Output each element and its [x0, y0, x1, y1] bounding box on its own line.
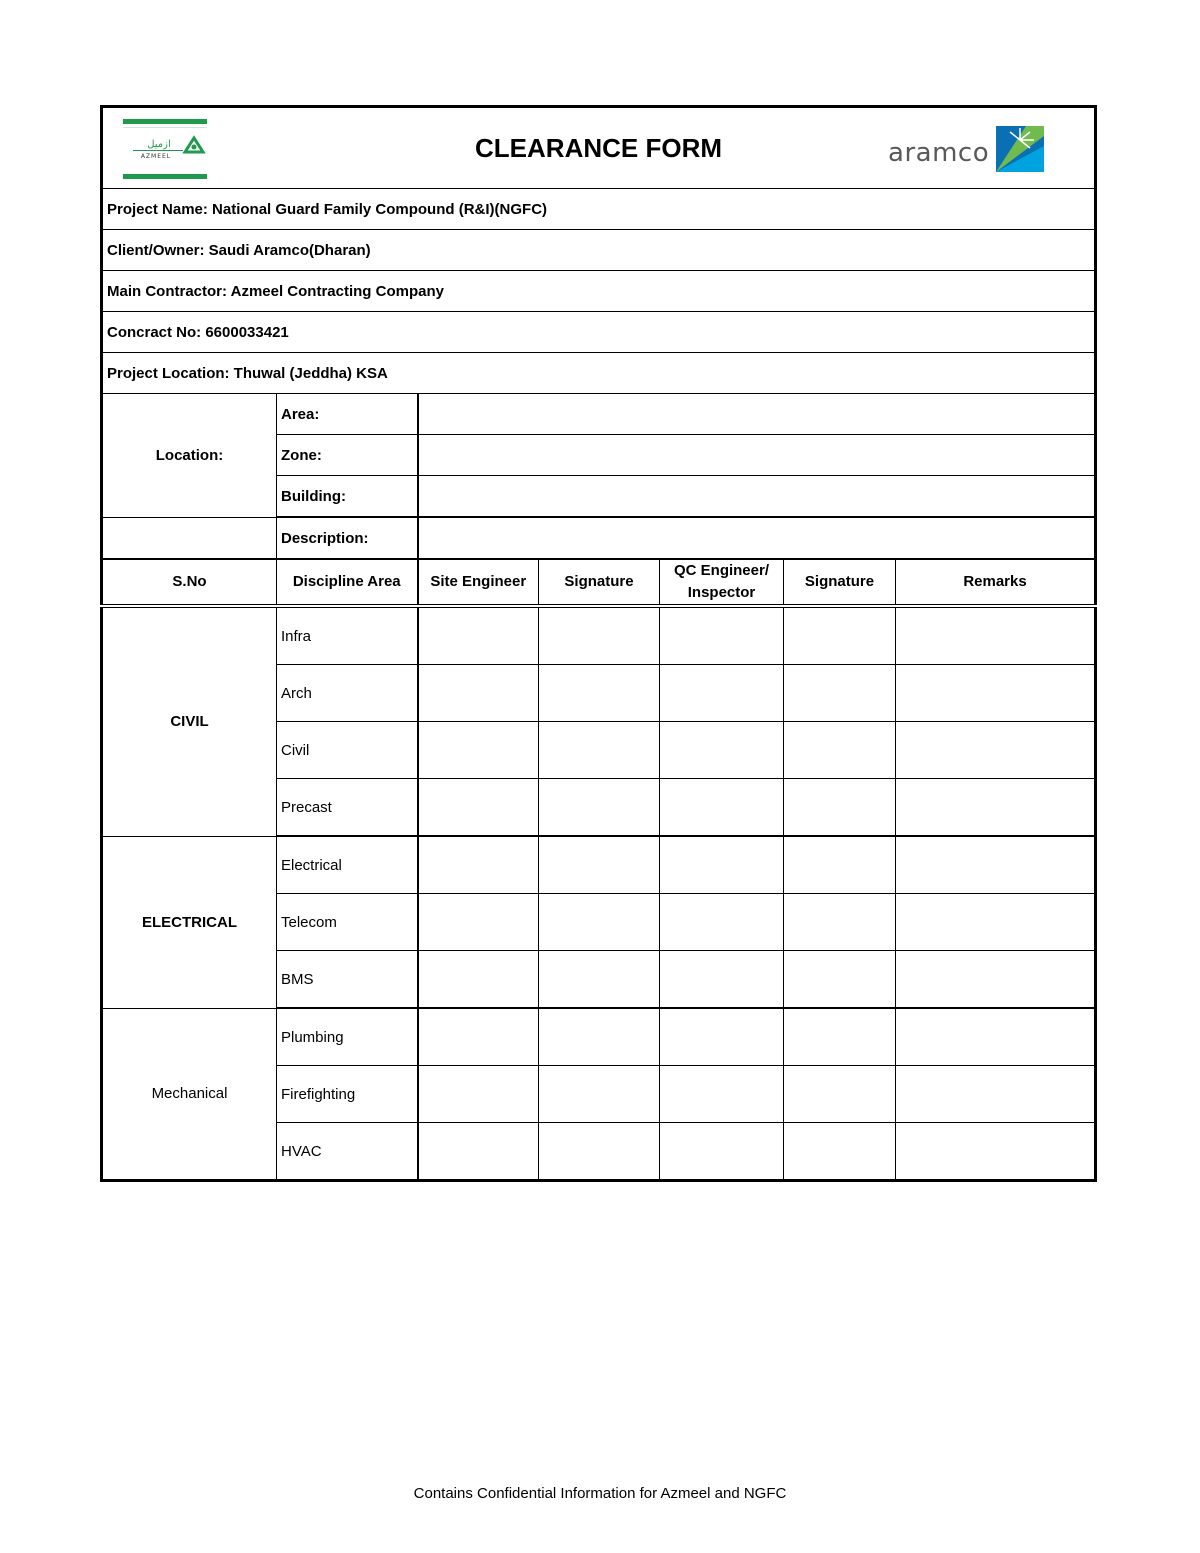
col-signature2-header: Signature: [784, 559, 896, 606]
signature-cell[interactable]: [539, 722, 660, 779]
main-contractor: Main Contractor: Azmeel Contracting Company: [102, 271, 1096, 312]
discipline-infra: Infra: [277, 606, 418, 665]
description-row: [102, 517, 1096, 559]
signature-cell[interactable]: [539, 779, 660, 837]
remarks-cell[interactable]: [896, 894, 1096, 951]
signature-cell[interactable]: [784, 722, 896, 779]
project-location: Project Location: Thuwal (Jeddha) KSA: [102, 353, 1096, 394]
site-engineer-cell[interactable]: [418, 1066, 539, 1123]
azmeel-logo-latin: AZMEEL: [140, 153, 172, 160]
site-engineer-cell[interactable]: [418, 722, 539, 779]
remarks-cell[interactable]: [896, 722, 1096, 779]
aramco-logo: [888, 126, 1044, 176]
qc-engineer-cell[interactable]: [660, 722, 784, 779]
qc-engineer-cell[interactable]: [660, 951, 784, 1009]
discipline-firefighting: Firefighting: [277, 1066, 418, 1123]
discipline-plumbing: Plumbing: [277, 1008, 418, 1066]
remarks-cell[interactable]: [896, 836, 1096, 894]
form-header: [102, 107, 1096, 189]
site-engineer-cell[interactable]: [418, 779, 539, 837]
confidentiality-footer: Contains Confidential Information for Azmeel and NGFC: [413, 1485, 787, 1502]
site-engineer-cell[interactable]: [418, 1123, 539, 1181]
location-area-row: [102, 394, 1096, 435]
client-owner-row: [102, 230, 1096, 271]
remarks-cell[interactable]: [896, 1008, 1096, 1066]
zone-value-field[interactable]: [418, 435, 1096, 476]
signature-cell[interactable]: [784, 1066, 896, 1123]
site-engineer-cell[interactable]: [418, 1008, 539, 1066]
site-engineer-cell[interactable]: [418, 665, 539, 722]
area-value-field[interactable]: [418, 394, 1096, 435]
col-discipline-header: Discipline Area: [277, 559, 418, 606]
qc-engineer-cell[interactable]: [660, 606, 784, 665]
discipline-hvac: HVAC: [277, 1123, 418, 1181]
discipline-precast: Precast: [277, 779, 418, 837]
group-mechanical: Mechanical: [102, 1008, 277, 1181]
site-engineer-cell[interactable]: [418, 606, 539, 665]
col-qc-engineer-header: QC Engineer/ Inspector: [660, 559, 784, 606]
remarks-cell[interactable]: [896, 1066, 1096, 1123]
qc-engineer-cell[interactable]: [660, 836, 784, 894]
discipline-arch: Arch: [277, 665, 418, 722]
remarks-cell[interactable]: [896, 779, 1096, 837]
signature-cell[interactable]: [539, 894, 660, 951]
col-remarks-header: Remarks: [896, 559, 1096, 606]
remarks-cell[interactable]: [896, 665, 1096, 722]
col-sno-header: S.No: [102, 559, 277, 606]
signature-cell[interactable]: [784, 606, 896, 665]
signature-cell[interactable]: [784, 779, 896, 837]
aramco-wordmark: aramco: [888, 138, 990, 168]
form-title: CLEARANCE FORM: [475, 132, 723, 163]
group-electrical: ELECTRICAL: [102, 836, 277, 1008]
remarks-cell[interactable]: [896, 951, 1096, 1009]
table-row: [102, 1008, 1096, 1066]
table-row: [102, 836, 1096, 894]
site-engineer-cell[interactable]: [418, 836, 539, 894]
discipline-telecom: Telecom: [277, 894, 418, 951]
site-engineer-cell[interactable]: [418, 894, 539, 951]
discipline-electrical: Electrical: [277, 836, 418, 894]
col-site-engineer-header: Site Engineer: [418, 559, 539, 606]
main-contractor-row: [102, 271, 1096, 312]
zone-label: Zone:: [277, 435, 418, 476]
discipline-civil: Civil: [277, 722, 418, 779]
signature-cell[interactable]: [784, 951, 896, 1009]
discipline-bms: BMS: [277, 951, 418, 1009]
signature-cell[interactable]: [539, 836, 660, 894]
client-owner: Client/Owner: Saudi Aramco(Dharan): [102, 230, 1096, 271]
signature-cell[interactable]: [784, 1123, 896, 1181]
signature-cell[interactable]: [539, 951, 660, 1009]
form-header-row: [102, 107, 1096, 189]
signature-cell[interactable]: [784, 1008, 896, 1066]
table-row: [102, 606, 1096, 665]
site-engineer-cell[interactable]: [418, 951, 539, 1009]
group-civil: CIVIL: [102, 606, 277, 836]
clearance-form-table: [100, 105, 1097, 1182]
signature-cell[interactable]: [539, 665, 660, 722]
qc-engineer-cell[interactable]: [660, 894, 784, 951]
column-header-row: [102, 559, 1096, 606]
contract-no: Concract No: 6600033421: [102, 312, 1096, 353]
location-label: Location:: [102, 394, 277, 518]
signature-cell[interactable]: [539, 1066, 660, 1123]
project-name-row: [102, 189, 1096, 230]
remarks-cell[interactable]: [896, 1123, 1096, 1181]
project-location-row: [102, 353, 1096, 394]
qc-engineer-cell[interactable]: [660, 779, 784, 837]
building-label: Building:: [277, 476, 418, 518]
signature-cell[interactable]: [784, 665, 896, 722]
azmeel-logo-arabic: ازميل: [147, 139, 171, 150]
signature-cell[interactable]: [539, 1123, 660, 1181]
contract-no-row: [102, 312, 1096, 353]
description-blank-cell: [102, 517, 277, 559]
aramco-star-icon: [996, 126, 1044, 172]
remarks-cell[interactable]: [896, 606, 1096, 665]
description-label: Description:: [277, 517, 418, 559]
signature-cell[interactable]: [784, 836, 896, 894]
qc-engineer-cell[interactable]: [660, 1066, 784, 1123]
building-value-field[interactable]: [418, 476, 1096, 518]
signature-cell[interactable]: [539, 606, 660, 665]
qc-engineer-cell[interactable]: [660, 1123, 784, 1181]
signature-cell[interactable]: [539, 1008, 660, 1066]
description-value-field[interactable]: [418, 517, 1096, 559]
area-label: Area:: [277, 394, 418, 435]
signature-cell[interactable]: [784, 894, 896, 951]
qc-engineer-cell[interactable]: [660, 665, 784, 722]
project-name: Project Name: National Guard Family Compound (R&I)(NGFC): [102, 189, 1096, 230]
col-signature1-header: Signature: [539, 559, 660, 606]
qc-engineer-cell[interactable]: [660, 1008, 784, 1066]
